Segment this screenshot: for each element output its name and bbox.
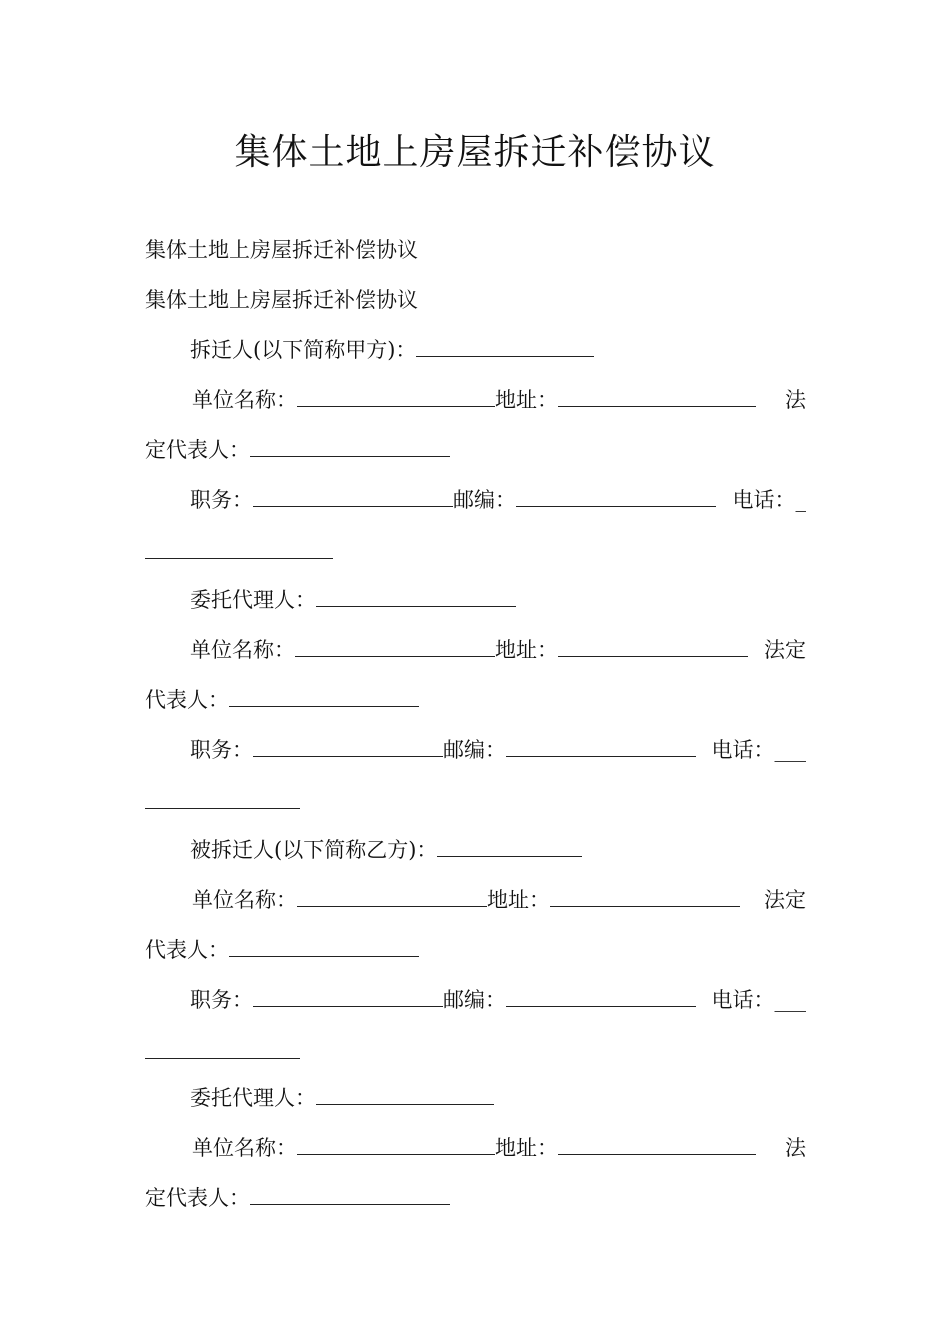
party-b-unit-line xyxy=(192,885,740,915)
agent-a-unit-line xyxy=(190,635,748,665)
agent-b-address-label: 地址： xyxy=(495,1136,558,1160)
party-b-legal-rep-line xyxy=(145,935,419,965)
party-a-legal-rep-blank[interactable] xyxy=(250,436,450,457)
agent-a-position-blank[interactable] xyxy=(253,736,443,757)
agent-b-unit-name-label: 单位名称： xyxy=(192,1136,297,1160)
agent-a-postcode-label: 邮编： xyxy=(443,738,506,762)
party-a-contact-line xyxy=(190,485,716,515)
party-a-unit-line xyxy=(192,385,756,415)
party-a-phone-label: 电话：_ xyxy=(732,488,806,512)
party-a-postcode-label: 邮编： xyxy=(453,488,516,512)
party-a-position-blank[interactable] xyxy=(253,486,453,507)
party-a-header-line xyxy=(190,335,594,365)
party-b-phone-label: 电话：___ xyxy=(711,988,806,1012)
party-b-address-blank[interactable] xyxy=(550,886,740,907)
agent-b-header-line xyxy=(190,1083,494,1113)
agent-a-address-label: 地址： xyxy=(495,638,558,662)
agent-a-unit-name-blank[interactable] xyxy=(295,636,495,657)
party-b-postcode-label: 邮编： xyxy=(443,988,506,1012)
party-a-legal-rep-line xyxy=(145,435,450,465)
agent-a-postcode-blank[interactable] xyxy=(506,736,696,757)
agent-a-address-blank[interactable] xyxy=(558,636,748,657)
agent-a-phone-label: 电话：___ xyxy=(711,738,806,762)
agent-b-legal-rep-blank[interactable] xyxy=(250,1184,450,1205)
agent-a-contact-line xyxy=(190,735,696,765)
party-b-address-label: 地址： xyxy=(487,888,550,912)
party-a-phone-blank[interactable] xyxy=(145,538,333,559)
agent-a-legal-rep-blank[interactable] xyxy=(229,686,419,707)
agent-a-legal-rep-label-part1: 法定 xyxy=(764,638,806,662)
party-b-legal-rep-label-part1: 法定 xyxy=(764,888,806,912)
party-a-unit-name-label: 单位名称： xyxy=(192,388,297,412)
party-a-legal-rep-label-part2: 定代表人： xyxy=(145,438,250,462)
agent-b-name-blank[interactable] xyxy=(316,1084,494,1105)
agent-b-unit-line xyxy=(192,1133,756,1163)
agent-b-legal-rep-label-part1: 法 xyxy=(785,1136,806,1160)
party-a-legal-rep-label-part1: 法 xyxy=(785,388,806,412)
party-b-postcode-blank[interactable] xyxy=(506,986,696,1007)
party-b-legal-rep-label-part2: 代表人： xyxy=(145,938,229,962)
party-b-position-blank[interactable] xyxy=(253,986,443,1007)
document-title: 集体土地上房屋拆迁补偿协议 xyxy=(234,132,716,173)
agent-a-position-label: 职务： xyxy=(190,738,253,762)
document-subtitle-1: 集体土地上房屋拆迁补偿协议 xyxy=(145,238,418,262)
agent-a-header-line xyxy=(190,585,516,615)
party-b-position-label: 职务： xyxy=(190,988,253,1012)
party-a-address-blank[interactable] xyxy=(558,386,756,407)
party-b-contact-line xyxy=(190,985,696,1015)
agent-a-legal-rep-label-part2: 代表人： xyxy=(145,688,229,712)
agent-a-legal-rep-line xyxy=(145,685,419,715)
agent-a-phone-blank[interactable] xyxy=(145,788,300,809)
agent-b-address-blank[interactable] xyxy=(558,1134,756,1155)
agent-b-legal-rep-label-part2: 定代表人： xyxy=(145,1186,250,1210)
agent-a-unit-name-label: 单位名称： xyxy=(190,638,295,662)
party-b-header-line xyxy=(190,835,582,865)
party-a-header: 拆迁人(以下简称甲方)： xyxy=(190,338,417,362)
party-b-phone-blank[interactable] xyxy=(145,1038,300,1059)
party-a-address-label: 地址： xyxy=(495,388,558,412)
agent-a-name-blank[interactable] xyxy=(316,586,516,607)
agent-b-unit-name-blank[interactable] xyxy=(297,1134,495,1155)
party-a-position-label: 职务： xyxy=(190,488,253,512)
party-a-name-blank[interactable] xyxy=(416,336,594,357)
agent-b-legal-rep-line xyxy=(145,1183,450,1213)
party-a-postcode-blank[interactable] xyxy=(516,486,716,507)
party-b-unit-name-blank[interactable] xyxy=(297,886,487,907)
party-b-header: 被拆迁人(以下简称乙方)： xyxy=(190,838,438,862)
document-subtitle-2: 集体土地上房屋拆迁补偿协议 xyxy=(145,288,418,312)
party-a-unit-name-blank[interactable] xyxy=(297,386,495,407)
party-b-unit-name-label: 单位名称： xyxy=(192,888,297,912)
agent-a-header: 委托代理人： xyxy=(190,588,316,612)
party-b-name-blank[interactable] xyxy=(437,836,582,857)
agent-b-header: 委托代理人： xyxy=(190,1086,316,1110)
party-b-legal-rep-blank[interactable] xyxy=(229,936,419,957)
